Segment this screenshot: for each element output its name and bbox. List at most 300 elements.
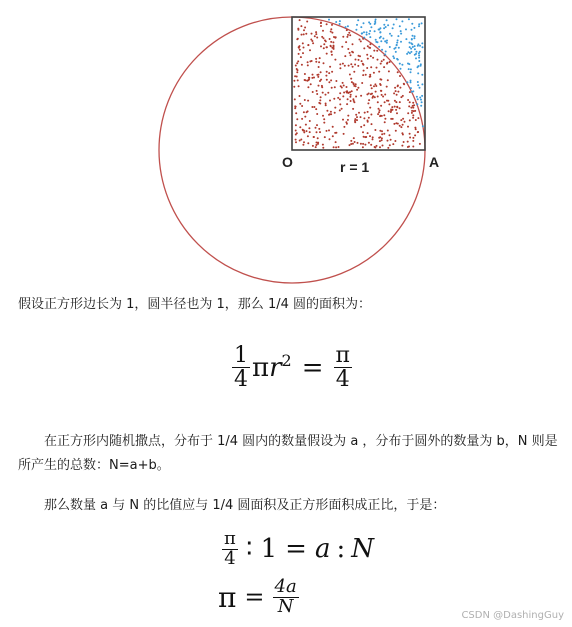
dot-inside bbox=[368, 99, 370, 101]
dot-inside bbox=[378, 111, 380, 113]
dot-outside bbox=[409, 46, 411, 48]
dot-outside bbox=[356, 24, 358, 26]
dot-inside bbox=[295, 139, 297, 141]
dot-inside bbox=[359, 39, 361, 41]
f3-den: N bbox=[277, 595, 294, 617]
dot-outside bbox=[347, 25, 349, 27]
dot-outside bbox=[384, 54, 386, 56]
dot-inside bbox=[304, 27, 306, 29]
dot-outside bbox=[368, 33, 370, 35]
dot-outside bbox=[420, 99, 422, 101]
dot-inside bbox=[335, 80, 337, 82]
dot-inside bbox=[319, 131, 321, 133]
dot-inside bbox=[409, 119, 411, 121]
dot-inside bbox=[323, 43, 325, 45]
dot-inside bbox=[332, 41, 334, 43]
dot-inside bbox=[381, 94, 383, 96]
dot-inside bbox=[312, 42, 314, 44]
watermark: CSDN @DashingGuy bbox=[461, 610, 564, 621]
dot-inside bbox=[364, 112, 366, 114]
dot-outside bbox=[414, 35, 416, 37]
dot-inside bbox=[317, 76, 319, 78]
dot-inside bbox=[355, 96, 357, 98]
dot-inside bbox=[302, 52, 304, 54]
dot-inside bbox=[372, 57, 374, 59]
f1-rhs-num: π bbox=[335, 343, 350, 368]
dot-inside bbox=[316, 90, 318, 92]
dot-inside bbox=[374, 129, 376, 131]
dot-inside bbox=[368, 142, 370, 144]
dot-inside bbox=[367, 102, 369, 104]
formula-pi bbox=[218, 578, 299, 617]
dot-inside bbox=[341, 87, 343, 89]
dot-inside bbox=[404, 121, 406, 123]
dot-inside bbox=[351, 51, 353, 53]
dot-inside bbox=[409, 137, 411, 139]
dot-inside bbox=[399, 125, 401, 127]
dot-inside bbox=[380, 79, 382, 81]
dot-inside bbox=[407, 99, 409, 101]
dot-inside bbox=[370, 55, 372, 57]
dot-inside bbox=[315, 58, 317, 60]
dot-inside bbox=[411, 110, 413, 112]
dot-inside bbox=[313, 106, 315, 108]
dot-inside bbox=[331, 71, 333, 73]
dot-inside bbox=[320, 79, 322, 81]
dot-inside bbox=[381, 137, 383, 139]
dot-inside bbox=[306, 80, 308, 82]
dot-inside bbox=[296, 68, 298, 70]
dot-inside bbox=[303, 131, 305, 133]
dot-inside bbox=[299, 140, 301, 142]
dot-inside bbox=[308, 77, 310, 79]
dot-outside bbox=[397, 39, 399, 41]
dot-inside bbox=[383, 59, 385, 61]
dot-outside bbox=[393, 57, 395, 59]
dot-outside bbox=[385, 51, 387, 53]
dot-outside bbox=[415, 53, 417, 55]
dot-outside bbox=[417, 98, 419, 100]
dot-inside bbox=[360, 95, 362, 97]
dot-inside bbox=[339, 67, 341, 69]
dot-inside bbox=[303, 29, 305, 31]
dot-inside bbox=[321, 85, 323, 87]
dot-inside bbox=[411, 112, 413, 114]
dot-inside bbox=[381, 60, 383, 62]
dot-outside bbox=[397, 35, 399, 37]
dot-inside bbox=[328, 129, 330, 131]
dot-outside bbox=[369, 23, 371, 25]
dot-inside bbox=[360, 116, 362, 118]
dot-inside bbox=[357, 142, 359, 144]
dot-inside bbox=[316, 124, 318, 126]
dot-inside bbox=[303, 111, 305, 113]
dot-inside bbox=[335, 146, 337, 148]
dot-inside bbox=[347, 115, 349, 117]
dot-inside bbox=[389, 144, 391, 146]
f1-exp: 2 bbox=[281, 351, 292, 371]
dot-inside bbox=[383, 114, 385, 116]
f3-eq: = bbox=[244, 583, 265, 612]
dot-inside bbox=[295, 112, 297, 114]
dot-outside bbox=[419, 45, 421, 47]
dot-outside bbox=[339, 20, 341, 22]
dot-inside bbox=[328, 72, 330, 74]
dot-inside bbox=[372, 138, 374, 140]
dot-inside bbox=[335, 132, 337, 134]
dot-inside bbox=[397, 91, 399, 93]
dot-inside bbox=[297, 60, 299, 62]
dot-inside bbox=[300, 25, 302, 27]
dot-outside bbox=[419, 87, 421, 89]
dot-inside bbox=[410, 107, 412, 109]
dot-inside bbox=[363, 70, 365, 72]
dot-outside bbox=[395, 51, 397, 53]
dot-inside bbox=[329, 100, 331, 102]
dot-inside bbox=[414, 110, 416, 112]
dot-inside bbox=[412, 117, 414, 119]
dot-inside bbox=[357, 65, 359, 67]
dot-inside bbox=[415, 128, 417, 130]
dot-outside bbox=[386, 42, 388, 44]
dot-inside bbox=[402, 124, 404, 126]
dot-outside bbox=[418, 60, 420, 62]
dot-inside bbox=[366, 54, 368, 56]
dot-inside bbox=[323, 37, 325, 39]
dot-inside bbox=[337, 97, 339, 99]
dot-outside bbox=[416, 103, 418, 105]
dot-inside bbox=[316, 131, 318, 133]
dot-inside bbox=[323, 118, 325, 120]
dot-inside bbox=[362, 143, 364, 145]
dot-inside bbox=[297, 79, 299, 81]
dot-outside bbox=[410, 71, 412, 73]
dot-inside bbox=[366, 67, 368, 69]
dot-inside bbox=[346, 36, 348, 38]
dot-outside bbox=[410, 87, 412, 89]
dot-inside bbox=[344, 65, 346, 67]
dot-inside bbox=[402, 118, 404, 120]
dot-inside bbox=[367, 45, 369, 47]
dot-inside bbox=[330, 79, 332, 81]
dot-inside bbox=[379, 140, 381, 142]
dot-inside bbox=[394, 87, 396, 89]
dot-outside bbox=[363, 37, 365, 39]
dot-inside bbox=[311, 40, 313, 42]
dot-outside bbox=[414, 48, 416, 50]
dot-inside bbox=[296, 71, 298, 73]
dot-inside bbox=[308, 79, 310, 81]
dot-inside bbox=[412, 146, 414, 148]
dot-outside bbox=[391, 35, 393, 37]
dot-outside bbox=[412, 46, 414, 48]
dot-inside bbox=[301, 118, 303, 120]
dot-inside bbox=[325, 40, 327, 42]
dot-inside bbox=[415, 119, 417, 121]
dot-inside bbox=[357, 87, 359, 89]
dot-outside bbox=[405, 38, 407, 40]
dot-outside bbox=[411, 43, 413, 45]
dot-inside bbox=[295, 65, 297, 67]
dot-outside bbox=[360, 26, 362, 28]
dot-inside bbox=[341, 46, 343, 48]
f1-rhs-den: 4 bbox=[335, 367, 350, 393]
dot-inside bbox=[353, 137, 355, 139]
dot-inside bbox=[346, 86, 348, 88]
dot-outside bbox=[421, 74, 423, 76]
dot-inside bbox=[381, 139, 383, 141]
dot-inside bbox=[352, 66, 354, 68]
dot-inside bbox=[355, 59, 357, 61]
dot-inside bbox=[375, 85, 377, 87]
dot-inside bbox=[342, 119, 344, 121]
dot-inside bbox=[389, 134, 391, 136]
dot-inside bbox=[371, 123, 373, 125]
dot-inside bbox=[352, 82, 354, 84]
dot-inside bbox=[329, 38, 331, 40]
dot-inside bbox=[352, 43, 354, 45]
dot-outside bbox=[345, 26, 347, 28]
dot-inside bbox=[367, 132, 369, 134]
dot-outside bbox=[370, 26, 372, 28]
dot-inside bbox=[417, 131, 419, 133]
dot-inside bbox=[302, 42, 304, 44]
dot-inside bbox=[329, 66, 331, 68]
dot-inside bbox=[320, 96, 322, 98]
dot-outside bbox=[386, 19, 388, 21]
dot-inside bbox=[407, 126, 409, 128]
dot-inside bbox=[348, 32, 350, 34]
dot-inside bbox=[330, 41, 332, 43]
dot-inside bbox=[362, 146, 364, 148]
dot-inside bbox=[343, 85, 345, 87]
dot-inside bbox=[333, 98, 335, 100]
dot-inside bbox=[407, 146, 409, 148]
dot-inside bbox=[382, 145, 384, 147]
dot-inside bbox=[348, 92, 350, 94]
dot-inside bbox=[394, 100, 396, 102]
dot-outside bbox=[389, 33, 391, 35]
dot-inside bbox=[389, 61, 391, 63]
dot-inside bbox=[358, 59, 360, 61]
dot-inside bbox=[323, 62, 325, 64]
dot-inside bbox=[379, 109, 381, 111]
dot-outside bbox=[411, 23, 413, 25]
dot-inside bbox=[369, 76, 371, 78]
dot-inside bbox=[296, 118, 298, 120]
dot-outside bbox=[408, 18, 410, 20]
dot-inside bbox=[313, 77, 315, 79]
point-a-label: A bbox=[429, 154, 440, 170]
dot-inside bbox=[412, 107, 414, 109]
dot-inside bbox=[334, 37, 336, 39]
dot-inside bbox=[379, 136, 381, 138]
dot-inside bbox=[301, 105, 303, 107]
dot-inside bbox=[307, 142, 309, 144]
dot-inside bbox=[368, 117, 370, 119]
dot-inside bbox=[372, 96, 374, 98]
dot-outside bbox=[369, 36, 371, 38]
dot-outside bbox=[335, 21, 337, 23]
dot-outside bbox=[375, 19, 377, 21]
dot-inside bbox=[364, 144, 366, 146]
dot-outside bbox=[383, 24, 385, 26]
dot-inside bbox=[330, 31, 332, 33]
dot-inside bbox=[322, 115, 324, 117]
dot-inside bbox=[344, 55, 346, 57]
dot-inside bbox=[323, 122, 325, 124]
dot-outside bbox=[393, 24, 395, 26]
f1-den: 4 bbox=[234, 367, 248, 393]
dot-inside bbox=[339, 109, 341, 111]
dot-inside bbox=[393, 123, 395, 125]
dot-inside bbox=[373, 85, 375, 87]
dot-outside bbox=[421, 22, 423, 24]
dot-inside bbox=[397, 85, 399, 87]
dot-inside bbox=[409, 133, 411, 135]
dot-inside bbox=[417, 117, 419, 119]
dot-outside bbox=[381, 49, 383, 51]
dot-outside bbox=[405, 28, 407, 30]
dot-outside bbox=[418, 57, 420, 59]
f3-num: 4a bbox=[274, 576, 297, 597]
dot-inside bbox=[386, 86, 388, 88]
dot-inside bbox=[372, 136, 374, 138]
dot-inside bbox=[397, 123, 399, 125]
dot-inside bbox=[346, 90, 348, 92]
dot-outside bbox=[421, 42, 423, 44]
dot-inside bbox=[419, 143, 421, 145]
dot-inside bbox=[350, 54, 352, 56]
dot-inside bbox=[335, 141, 337, 143]
dot-inside bbox=[401, 132, 403, 134]
dot-inside bbox=[309, 49, 311, 51]
dot-inside bbox=[370, 66, 372, 68]
dot-inside bbox=[412, 137, 414, 139]
dot-inside bbox=[367, 58, 369, 60]
dot-inside bbox=[380, 90, 382, 92]
dot-outside bbox=[409, 42, 411, 44]
dot-inside bbox=[400, 96, 402, 98]
dot-inside bbox=[314, 35, 316, 37]
dot-outside bbox=[386, 40, 388, 42]
dot-outside bbox=[406, 53, 408, 55]
f3-pi: π bbox=[218, 580, 237, 614]
dot-inside bbox=[353, 85, 355, 87]
dot-inside bbox=[299, 49, 301, 51]
dot-inside bbox=[325, 75, 327, 77]
dot-outside bbox=[417, 84, 419, 86]
dot-outside bbox=[400, 33, 402, 35]
dot-inside bbox=[328, 81, 330, 83]
dot-inside bbox=[308, 127, 310, 129]
dot-outside bbox=[382, 38, 384, 40]
dot-inside bbox=[354, 121, 356, 123]
dot-inside bbox=[312, 91, 314, 93]
dot-inside bbox=[377, 113, 379, 115]
paragraph-1: 假设正方形边长为 1，圆半径也为 1，那么 1/4 圆的面积为： bbox=[18, 297, 371, 312]
dot-outside bbox=[389, 46, 391, 48]
dot-inside bbox=[407, 112, 409, 114]
dot-inside bbox=[295, 130, 297, 132]
dot-inside bbox=[297, 38, 299, 40]
dot-inside bbox=[301, 64, 303, 66]
dot-inside bbox=[307, 100, 309, 102]
dot-inside bbox=[305, 124, 307, 126]
dot-inside bbox=[320, 25, 322, 27]
dot-inside bbox=[414, 134, 416, 136]
dot-inside bbox=[319, 99, 321, 101]
dot-outside bbox=[328, 19, 330, 21]
dot-inside bbox=[365, 74, 367, 76]
dot-inside bbox=[298, 85, 300, 87]
dot-inside bbox=[316, 142, 318, 144]
dot-outside bbox=[396, 58, 398, 60]
dot-inside bbox=[379, 83, 381, 85]
dot-inside bbox=[412, 140, 414, 142]
dot-inside bbox=[388, 103, 390, 105]
dot-inside bbox=[363, 136, 365, 138]
dot-inside bbox=[355, 83, 357, 85]
dot-inside bbox=[384, 118, 386, 120]
dot-inside bbox=[408, 105, 410, 107]
dot-inside bbox=[369, 74, 371, 76]
dot-inside bbox=[315, 108, 317, 110]
dot-inside bbox=[299, 103, 301, 105]
dot-inside bbox=[294, 98, 296, 100]
dot-inside bbox=[319, 57, 321, 59]
dot-inside bbox=[326, 130, 328, 132]
dot-inside bbox=[309, 60, 311, 62]
dot-outside bbox=[392, 27, 394, 29]
dot-inside bbox=[362, 74, 364, 76]
dot-inside bbox=[392, 118, 394, 120]
dot-inside bbox=[374, 96, 376, 98]
radius-label: r = 1 bbox=[340, 159, 370, 175]
dot-outside bbox=[415, 57, 417, 59]
dot-inside bbox=[331, 32, 333, 34]
dot-outside bbox=[401, 64, 403, 66]
dot-inside bbox=[315, 31, 317, 33]
dot-outside bbox=[400, 41, 402, 43]
dot-inside bbox=[325, 103, 327, 105]
dot-inside bbox=[354, 64, 356, 66]
dot-inside bbox=[316, 113, 318, 115]
dot-inside bbox=[300, 56, 302, 58]
dot-inside bbox=[349, 144, 351, 146]
dot-outside bbox=[411, 38, 413, 40]
dot-inside bbox=[324, 136, 326, 138]
dot-inside bbox=[318, 66, 320, 68]
dot-inside bbox=[343, 133, 345, 135]
dot-inside bbox=[325, 94, 327, 96]
dot-inside bbox=[297, 28, 299, 30]
dot-outside bbox=[339, 23, 341, 25]
dot-inside bbox=[343, 92, 345, 94]
dot-outside bbox=[366, 31, 368, 33]
dot-inside bbox=[312, 145, 314, 147]
dot-outside bbox=[401, 20, 403, 22]
dot-inside bbox=[362, 63, 364, 65]
dot-inside bbox=[334, 107, 336, 109]
f1-r: r bbox=[269, 352, 282, 383]
dot-inside bbox=[347, 34, 349, 36]
dot-outside bbox=[411, 29, 413, 31]
dot-outside bbox=[410, 68, 412, 70]
dot-inside bbox=[397, 71, 399, 73]
dot-outside bbox=[411, 91, 413, 93]
dot-inside bbox=[347, 48, 349, 50]
